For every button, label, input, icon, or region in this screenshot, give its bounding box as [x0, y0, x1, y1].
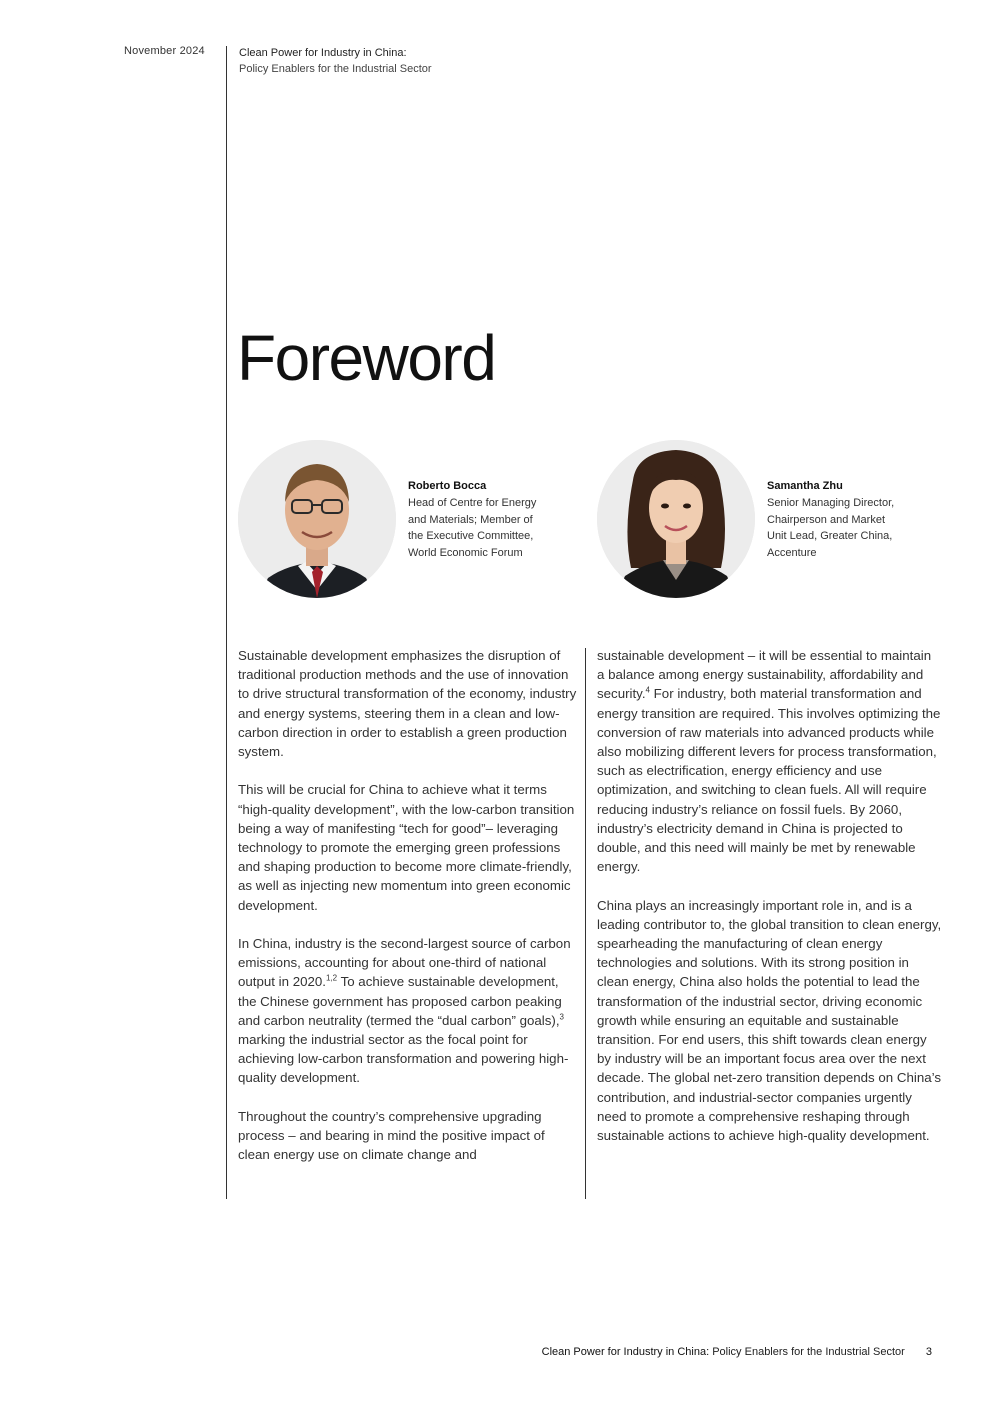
body-paragraph: China plays an increasingly important role in, and is a leading contributor to, the global transition to clean energy, spearheading the manufacturing of clean energy technologies and solutions. With its strong position in clean energy, China also holds the potential to lead the transformation of the industrial sector, driving economic growth while ensuring an equitable and sustainable transition. For end users, this shift towards clean energy by industry will be an important focus area over the next decade. The global net-zero transition depends on China’s contribution, and industrial-sector companies urgently need to promote a comprehensive reshaping through sustainable actions to achieve high-quality development.	[597, 897, 942, 1144]
body-paragraph: Throughout the country’s comprehensive upgrading process – and bearing in mind the positive impact of clean energy use on climate change and	[238, 1108, 545, 1163]
author-name: Roberto Bocca	[408, 480, 487, 492]
paragraph-text: sustainable development – it will be essential to maintain a balance among energy sustainability, affordability and security.	[597, 648, 932, 702]
page-footer	[542, 1346, 932, 1358]
body-paragraph: This will be crucial for China to achieve what it terms “high-quality development”, with the low-carbon transition being a way of manifesting “tech for good”– leveraging technology to promote the emerging green professions and shaping production to become more climate-friendly, as well as injecting new momentum into green economic development.	[238, 782, 575, 913]
body-column-right	[597, 646, 942, 1164]
author-bio-samantha-zhu	[767, 478, 927, 562]
header-report-title	[239, 45, 432, 77]
footer-title: Clean Power for Industry in China:	[541, 1346, 710, 1358]
footnote-ref: 4	[645, 685, 650, 695]
paragraph-text: In China, industry is the second-largest source of carbon emissions, accounting for about one-third of national output in 2020.	[238, 936, 571, 990]
author-role-line: Head of Centre for Energy	[408, 496, 537, 509]
portrait-woman-image	[597, 440, 755, 598]
body-paragraph: Sustainable development emphasizes the disruption of traditional production methods and the use of innovation to drive structural transformation of the economy, industry and energy systems, steering them in a clean and low-carbon direction in order to establish a green production system.	[238, 648, 577, 760]
left-divider-line	[226, 46, 227, 1199]
body-paragraph	[238, 934, 578, 1088]
author-role-line: World Economic Forum	[408, 547, 523, 560]
author-role-line: and Materials; Member of	[408, 513, 533, 526]
portrait-roberto-bocca	[238, 440, 396, 598]
page-title: Foreword	[237, 322, 496, 394]
paragraph-text: To achieve sustainable development, the Chinese government has proposed carbon peaking and carbon neutrality (termed the “dual carbon” goals),	[238, 974, 562, 1028]
portrait-samantha-zhu	[597, 440, 755, 598]
page-number: 3	[925, 1346, 932, 1358]
footnote-ref: 1,2	[325, 974, 338, 983]
header-title: Clean Power for Industry in China:	[239, 47, 407, 59]
header-subtitle: Policy Enablers for the Industrial Sector	[239, 63, 432, 75]
paragraph-text: For industry, both material transformation and energy transition are required. This involves optimizing the conversion of raw materials into advanced products while also mobilizing different levers for process transformation, such as electrification, energy efficiency and use optimization, and switching to clean fuels. All will require reducing industry’s reliance on fossil fuels. By 2060, industry’s electricity demand in China is projected to double, and this need will mainly be met by renewable energy.	[597, 686, 941, 875]
paragraph-text: marking the industrial sector as the focal point for achieving low-carbon transformation and powering high-quality development.	[238, 1032, 569, 1086]
author-role-line: Unit Lead, Greater China,	[767, 530, 893, 543]
footnote-ref: 3	[559, 1012, 564, 1022]
author-name: Samantha Zhu	[767, 480, 843, 492]
author-role-line: Chairperson and Market	[767, 513, 886, 526]
author-role-line: the Executive Committee,	[408, 530, 534, 543]
author-bio-roberto-bocca	[408, 478, 568, 562]
header-date: November 2024	[124, 45, 205, 57]
author-role-line: Accenture	[767, 547, 817, 560]
column-divider-line	[585, 648, 586, 1199]
body-column-left	[238, 646, 578, 1184]
footer-subtitle: Policy Enablers for the Industrial Sector	[712, 1346, 905, 1358]
portrait-man-image	[238, 440, 396, 598]
body-paragraph	[597, 646, 942, 876]
author-role-line: Senior Managing Director,	[767, 496, 895, 509]
